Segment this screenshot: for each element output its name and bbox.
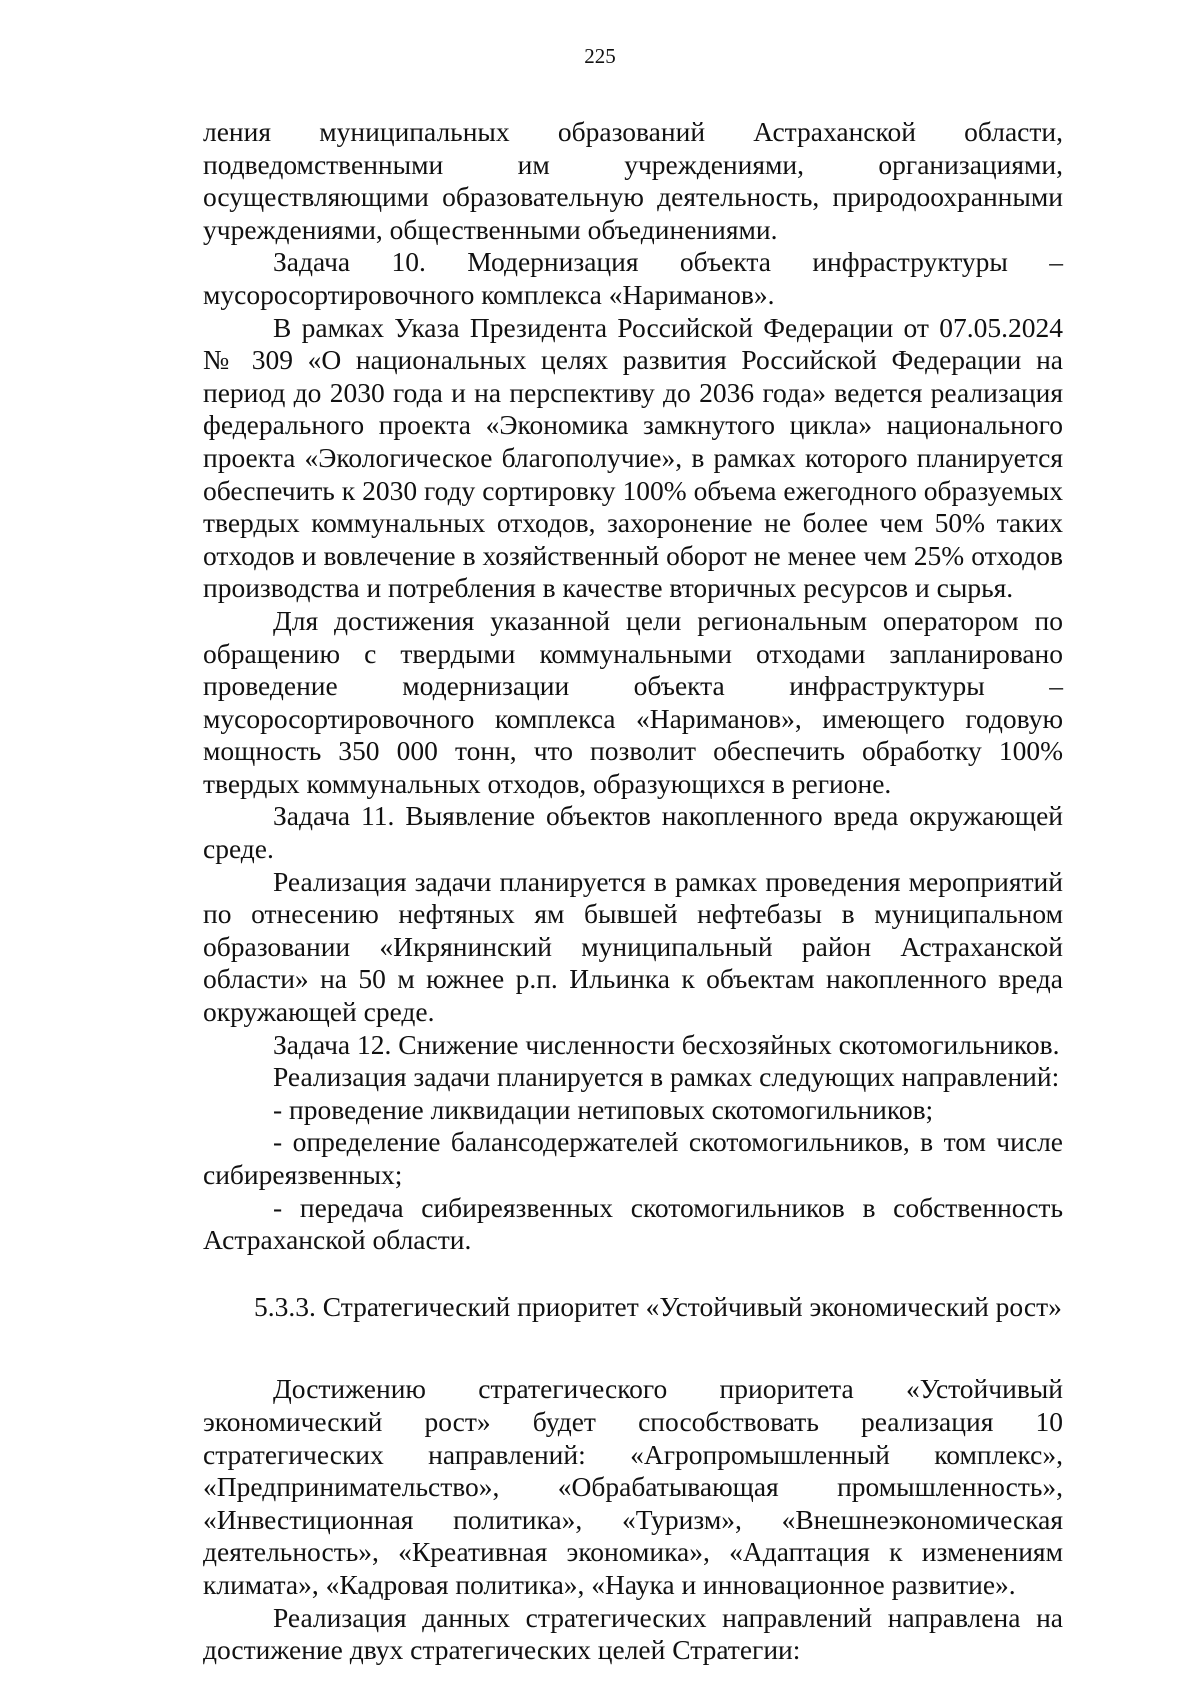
paragraph: ления муниципальных образований Астраханской области, подведомственными им учреждениями, организациями, осуществляющими образовательную деятельность, природоохранными учреждениями, общественными объединениями.	[203, 116, 1063, 245]
section-heading: 5.3.3. Стратегический приоритет «Устойчивый экономический рост»	[254, 1290, 1062, 1322]
paragraph: Для достижения указанной цели региональным оператором по обращению с твердыми коммунальными отходами запланировано проведение модернизации объекта инфраструктуры – мусоросортировочного комплекса «Нариманов», имеющего годовую мощность 350 000 тонн, что позволит обеспечить обработку 100% твердых коммунальных отходов, образующихся в регионе.	[203, 604, 1063, 799]
paragraph: Реализация задачи планируется в рамках следующих направлений:	[273, 1061, 1060, 1093]
document-body	[203, 116, 1063, 1667]
page-number: 225	[584, 44, 616, 68]
task-11-title: Задача 11. Выявление объектов накопленного вреда окружающей среде.	[203, 800, 1063, 865]
task-12-title: Задача 12. Снижение численности бесхозяйных скотомогильников.	[273, 1028, 1060, 1060]
paragraph: В рамках Указа Президента Российской Федерации от 07.05.2024 № 309 «О национальных целях развития Российской Федерации на период до 2030 года и на перспективу до 2036 года» ведется реализация федерального проекта «Экономика замкнутого цикла» национального проекта «Экологическое благополучие», в рамках которого планируется обеспечить к 2030 году сортировку 100% объема ежегодного образуемых твердых коммунальных отходов, захоронение не более чем 50% таких отходов и вовлечение в хозяйственный оборот не менее чем 25% отходов производства и потребления в качестве вторичных ресурсов и сырья.	[203, 311, 1063, 604]
paragraph: Реализация задачи планируется в рамках проведения мероприятий по отнесению нефтяных ям бывшей нефтебазы в муниципальном образовании «Икрянинский муниципальный район Астраханской области» на 50 м южнее р.п. Ильинка к объектам накопленного вреда окружающей среде.	[203, 865, 1063, 1028]
list-item: - определение балансодержателей скотомогильников, в том числе сибиреязвенных;	[203, 1126, 1063, 1190]
list-item: - проведение ликвидации нетиповых скотомогильников;	[273, 1093, 934, 1125]
task-10-title: Задача 10. Модернизация объекта инфраструктуры – мусоросортировочного комплекса «Нариманов».	[203, 246, 1063, 310]
list-item: - передача сибиреязвенных скотомогильников в собственность Астраханской области.	[203, 1191, 1063, 1256]
paragraph: Реализация данных стратегических направлений направлена на достижение двух стратегических целей Стратегии:	[203, 1601, 1063, 1666]
paragraph: Достижению стратегического приоритета «Устойчивый экономический рост» будет способствовать реализация 10 стратегических направлений: «Агропромышленный комплекс», «Предпринимательство», «Обрабатывающая промышленность», «Инвестиционная политика», «Туризм», «Внешнеэкономическая деятельность», «Креативная экономика», «Адаптация к изменениям климата», «Кадровая политика», «Наука и инновационное развитие».	[203, 1373, 1063, 1600]
